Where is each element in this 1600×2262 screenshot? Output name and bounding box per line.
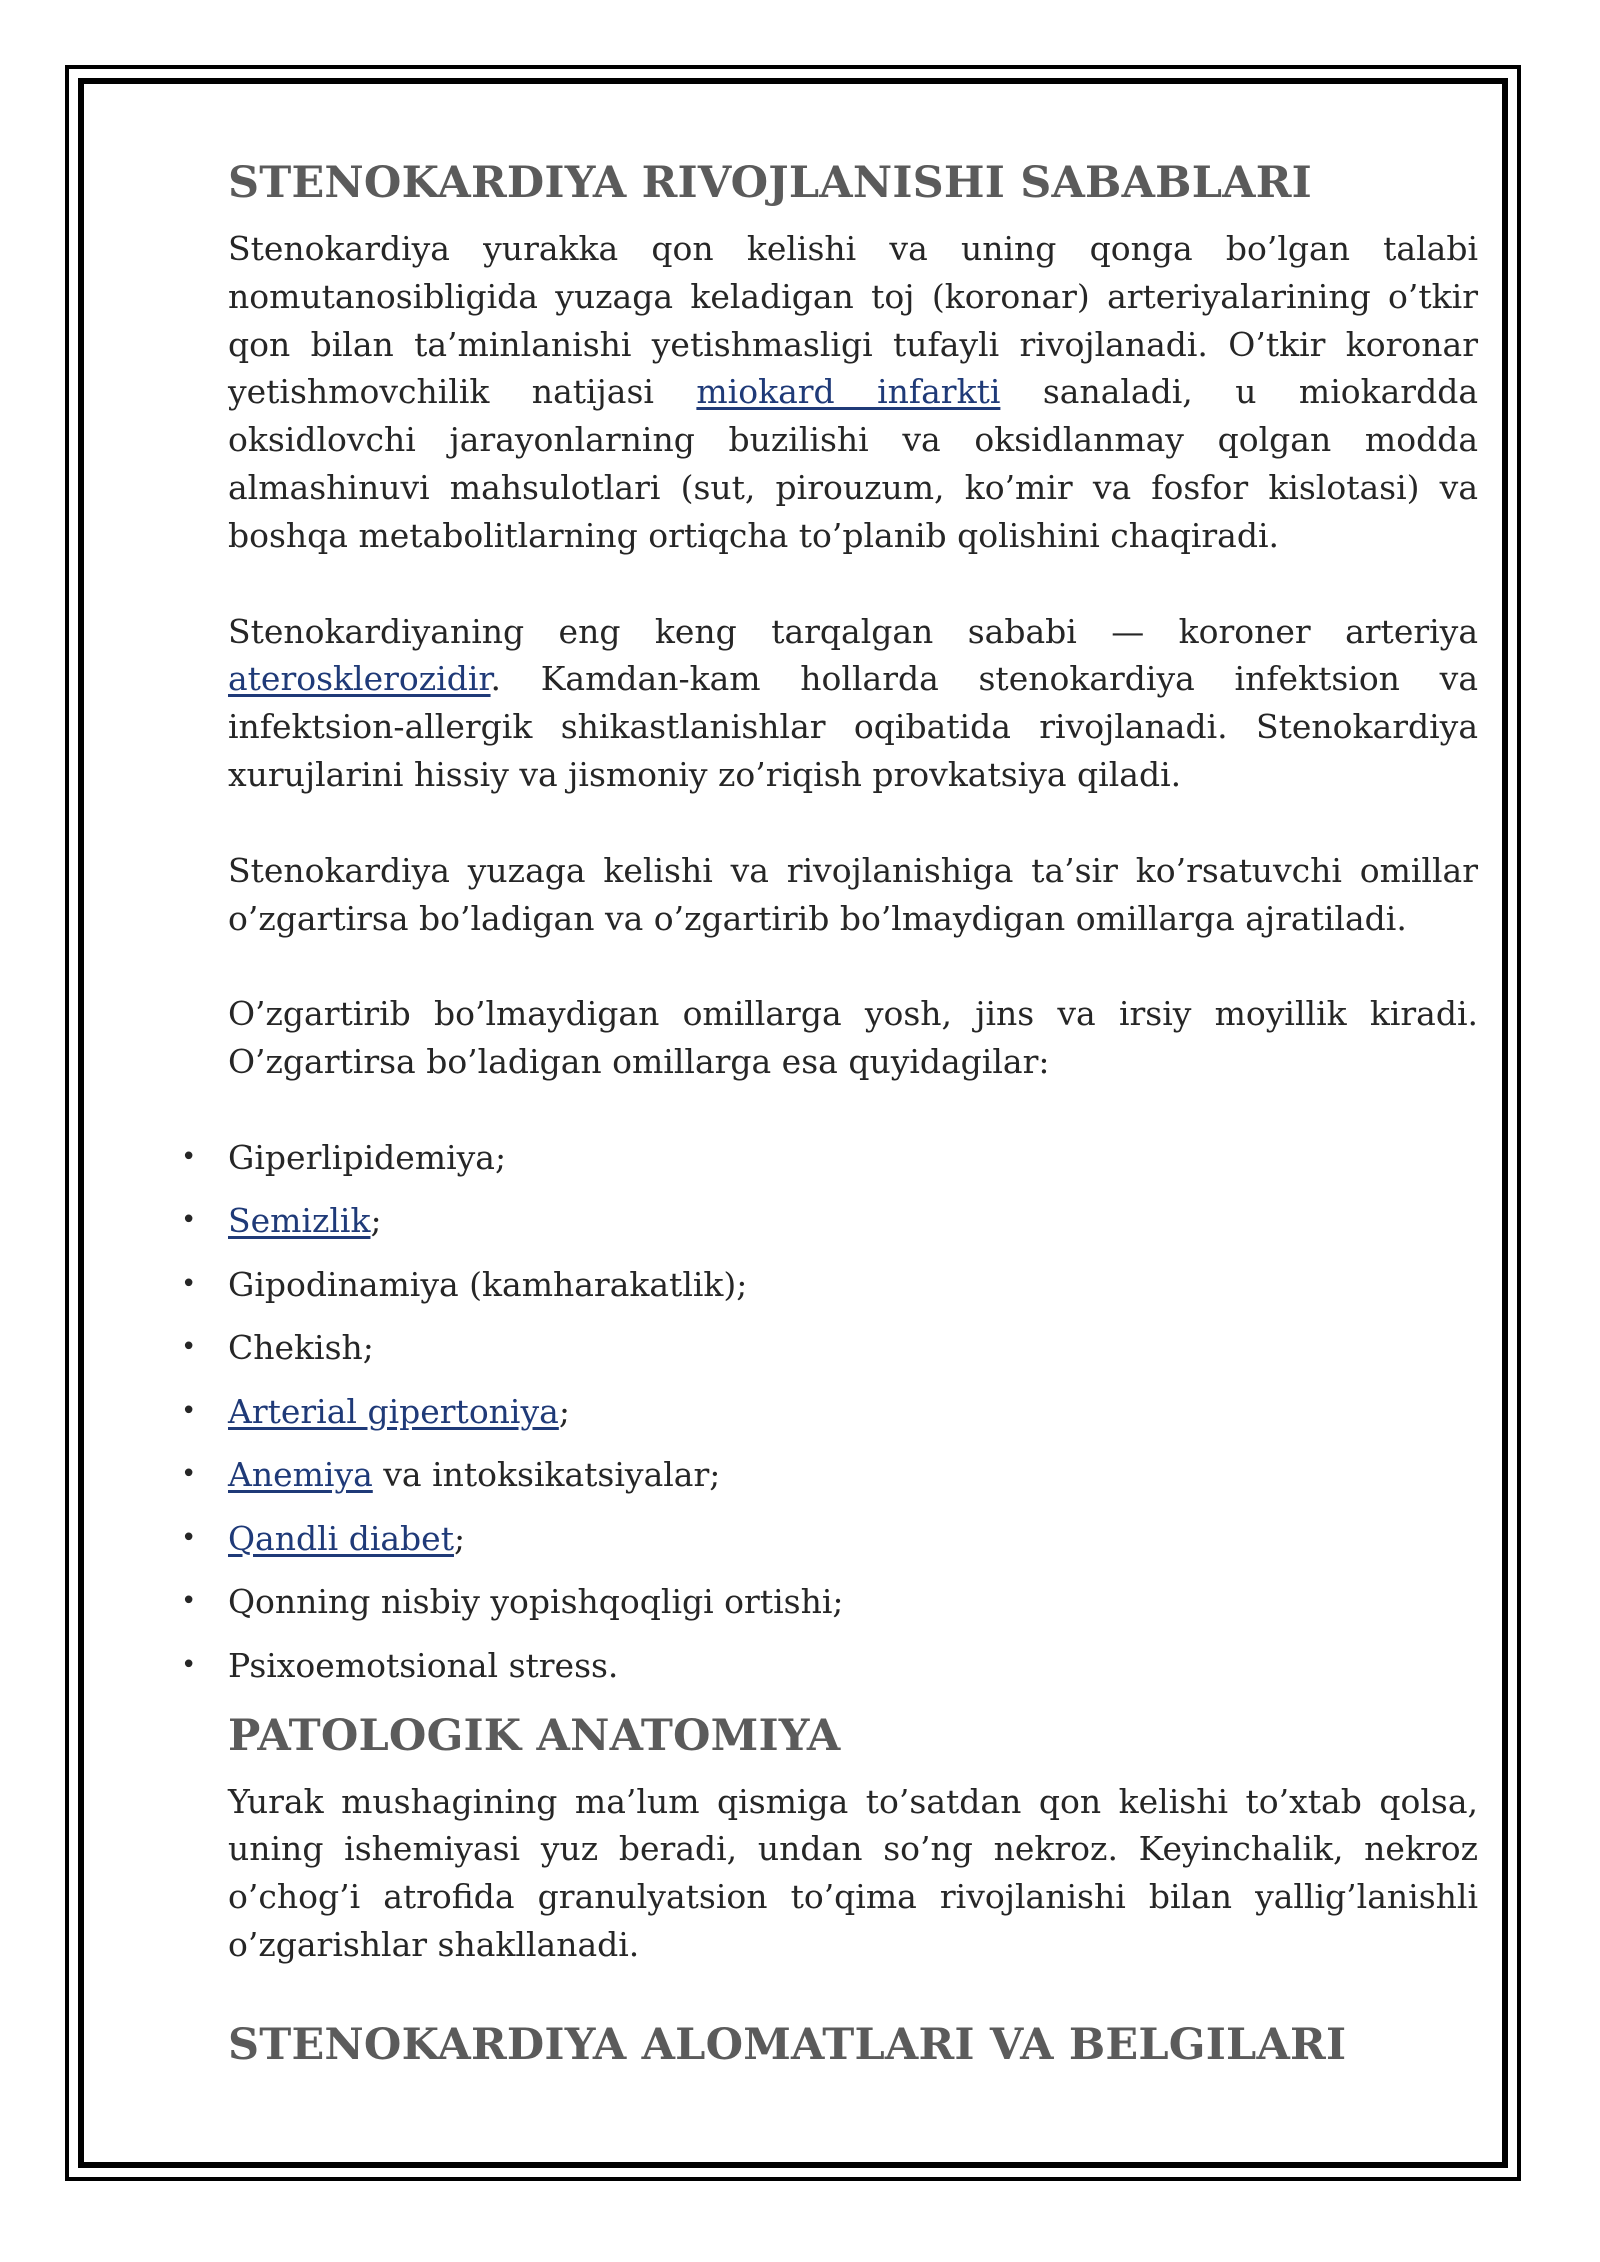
list-item-text: Chekish; [228,1328,374,1368]
bullet-icon: • [181,1522,197,1553]
list-item-chekish [181,1324,1478,1372]
link-aterosklerozidir[interactable]: aterosklerozidir [228,659,491,699]
list-item-text: ; [370,1201,382,1241]
bullet-icon: • [181,1395,197,1426]
paragraph-causes-2 [228,608,1478,799]
bullet-icon: • [181,1205,197,1236]
bullet-icon: • [181,1332,197,1363]
paragraph-text: Stenokardiyaning eng keng tarqalgan sababi — koroner arteriya [228,611,1478,651]
list-item-gipodinamiya [181,1261,1478,1309]
list-item-giperlipidemiya [181,1134,1478,1182]
list-item-text: Qonning nisbiy yopishqoqligi ortishi; [228,1582,844,1622]
document-content [181,155,1478,2073]
list-item-anemiya [181,1451,1478,1499]
list-item-text: ; [453,1518,466,1558]
bullet-icon: • [181,1268,197,1299]
paragraph-text: Stenokardiya yurakka qon kelishi va uning qonga bo’lgan talabi nomutanosibligida yuzaga keladigan toj (koronar) arteriyalarining o’tkir qon bilan ta’minlanishi yetishmasligi tufayli rivojlanadi. O’tkir koronar yetishmovchilik natijasi [228,229,1478,412]
list-item-qandli-diabet [181,1515,1478,1563]
section-heading-pathology: PATOLOGIK ANATOMIYA [228,1710,841,1761]
list-item-text: Giperlipidemiya; [228,1137,507,1177]
section-heading-causes: STENOKARDIYA RIVOJLANISHI SABABLARI [228,158,1312,208]
link-anemiya[interactable]: Anemiya [228,1455,373,1495]
bullet-icon: • [181,1649,197,1680]
link-miokard-infarkti[interactable]: miokard infarkti [696,372,1001,412]
list-item-psixoemotsional-stress [181,1642,1478,1690]
paragraph-text: . Kamdan-kam hollarda stenokardiya infektsion va infektsion-allergik shikastlanishlar oqibatida rivojlanadi. Stenokardiya xurujlarini hissiy va jismoniy zo’riqish provkatsiya qiladi. [228,659,1478,794]
list-item-text: va intoksikatsiyalar; [372,1455,721,1495]
paragraph-pathology-1: Yurak mushagining ma’lum qismiga to’satdan qon kelishi to’xtab qolsa, uning ishemiyasi yuz beradi, undan so’ng nekroz. Keyinchalik, nekroz o’chog’i atrofida granulyatsion to’qima rivojlanishi bilan yallig’lanishli o’zgarishlar shakllanadi. [228,1781,1478,1965]
link-qandli-diabet[interactable]: Qandli diabet [228,1518,454,1558]
list-item-qon-yopishqoqligi [181,1578,1478,1626]
bullet-icon: • [181,1459,197,1490]
bullet-icon: • [181,1586,197,1617]
bullet-icon: • [181,1141,197,1172]
list-item-text: ; [558,1391,570,1431]
paragraph-causes-1 [228,225,1478,560]
paragraph-causes-3: Stenokardiya yuzaga kelishi va rivojlanishiga ta’sir ko’rsatuvchi omillar o’zgartirsa bo’ladigan va o’zgartirib bo’lmaydigan omillarga ajratiladi. [228,850,1478,938]
link-arterial-gipertoniya[interactable]: Arterial gipertoniya [228,1391,559,1431]
section-heading-symptoms: STENOKARDIYA ALOMATLARI VA BELGILARI [228,2019,1347,2070]
list-item-semizlik [181,1197,1478,1245]
paragraph-text: sanaladi, u miokardda oksidlovchi jarayonlarning buzilishi va oksidlanmay qolgan modda almashinuvi mahsulotlari (sut, pirouzum, ko’mir va fosfor kislotasi) va boshqa metabolitlarning ortiqcha to’planib qolishini chaqiradi. [228,372,1478,555]
list-item-text: Gipodinamiya (kamharakatlik); [228,1264,748,1304]
paragraph-causes-4: O’zgartirib bo’lmaydigan omillarga yosh, jins va irsiy moyillik kiradi. O’zgartirsa bo’ladigan omillarga esa quyidagilar: [228,994,1478,1082]
list-item-text: Psixoemotsional stress. [228,1645,619,1685]
link-semizlik[interactable]: Semizlik [228,1201,371,1241]
risk-factors-list [181,1134,1478,1690]
list-item-arterial-gipertoniya [181,1388,1478,1436]
